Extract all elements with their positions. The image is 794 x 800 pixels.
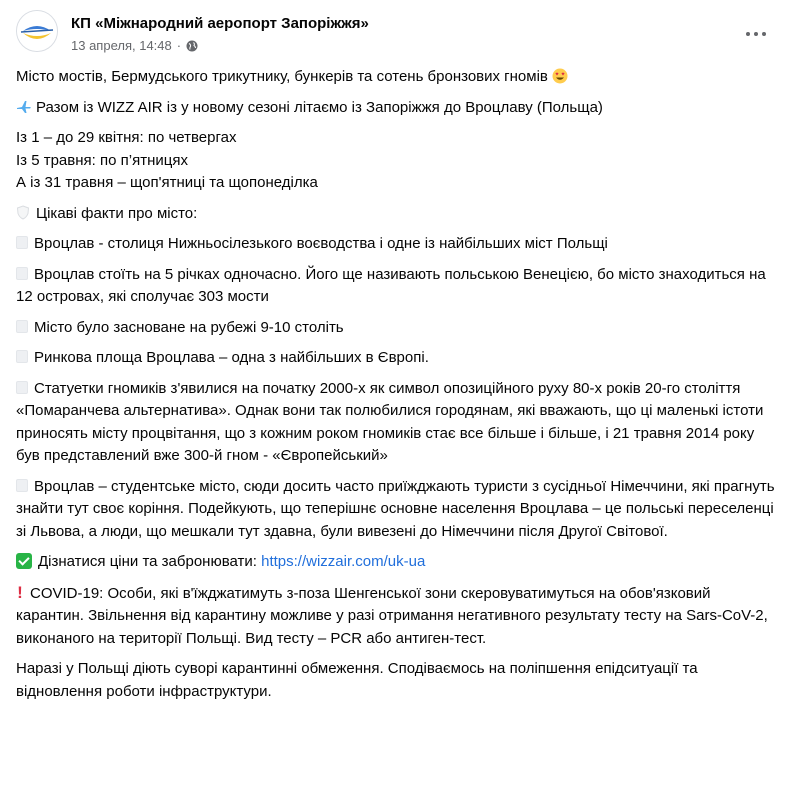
fact-text: Вроцлав – студентське місто, сюди досить часто приїжджають туристи з сусідньої Німеччини, які прагнуть знайти тут своє коріння. Подейкують, що теперішнє основне населення Вроцлава – це польські переселенці зі Львова, а люди, що мешкали тут здавна, були вивезені до Німеччини після Другої Світової. xyxy=(16,477,775,540)
fact-item xyxy=(16,264,778,309)
separator: · xyxy=(176,38,182,53)
post-header xyxy=(16,10,778,58)
closing-paragraph: Наразі у Польщі діють суворі карантинні обмеження. Сподіваємось на поліпшення епідситуації та відновлення роботи інфраструктури. xyxy=(16,660,698,700)
heart-eyes-emoji xyxy=(552,68,568,84)
fact-text: Статуетки гномиків з'явилися на початку 2000-х як символ опозиційного руху 80-х років 20-го століття «Помаранчева альтернатива». Однак вони так полюбилися городянам, які вважають, що ці маленькі істоти приносять місту процвітання, що з кожним роком гномиків стає все більше і більше, і 21 травня 2014 року був представлений вже 300-й гном - «Європейський» xyxy=(16,379,764,464)
more-options-button[interactable] xyxy=(738,16,774,52)
facts-title: Цікаві факти про місто: xyxy=(36,204,198,222)
bullet-square-icon xyxy=(16,267,28,280)
intro-paragraph xyxy=(16,66,778,89)
announcement-text: Разом із WIZZ AIR із у новому сезоні літаємо із Запоріжжя до Вроцлаву (Польща) xyxy=(36,98,603,116)
bullet-square-icon xyxy=(16,479,28,492)
post-meta xyxy=(71,38,198,53)
fact-item xyxy=(16,317,778,340)
fact-text: Ринкова площа Вроцлава – одна з найбільших в Європі. xyxy=(34,349,429,366)
bullet-square-icon xyxy=(16,350,28,363)
booking-link[interactable]: https://wizzair.com/uk-ua xyxy=(261,553,426,570)
globe-icon[interactable] xyxy=(186,40,198,52)
covid-paragraph xyxy=(16,582,778,651)
post-body xyxy=(16,66,778,711)
schedule-line-3: А із 31 травня – щоп'ятниці та щопонеділка xyxy=(16,174,318,191)
white-shield-icon xyxy=(16,205,30,220)
fact-text: Місто було засноване на рубежі 9-10 століть xyxy=(34,318,344,336)
fact-text: Вроцлав стоїть на 5 річках одночасно. Його ще називають польською Венецією, бо місто знаходиться на 12 островах, які сполучає 303 мости xyxy=(16,265,766,305)
more-options-icon xyxy=(746,32,750,36)
bullet-square-icon xyxy=(16,320,28,333)
page-name[interactable]: КП «Міжнародний аеропорт Запоріжжя» xyxy=(71,15,369,32)
booking-label: Дізнатися ціни та забронювати: xyxy=(38,553,257,570)
bullet-square-icon xyxy=(16,236,28,249)
intro-text: Місто мостів, Бермудського трикутнику, бункерів та сотень бронзових гномів xyxy=(16,68,548,85)
fact-item xyxy=(16,378,778,468)
fact-item xyxy=(16,233,778,256)
schedule-line-1: Із 1 – до 29 квітня: по четвергах xyxy=(16,129,237,146)
airplane-emoji xyxy=(16,99,32,115)
covid-text: COVID-19: Особи, які в'їжджатимуть з-поза Шенгенської зони скеровуватимуться на обов'язковий карантин. Звільнення від карантину можливе у разі отримання негативного результату тесту на Sars-CoV-2, виконаного на території Польщі. Вид тесту – PCR або антиген-тест. xyxy=(16,584,768,647)
announcement-paragraph xyxy=(16,97,778,120)
red-exclamation-emoji: ! xyxy=(17,582,23,602)
fact-item xyxy=(16,476,778,544)
airport-logo xyxy=(17,11,57,51)
bullet-square-icon xyxy=(16,381,28,394)
avatar[interactable] xyxy=(16,10,58,52)
facts-title-paragraph xyxy=(16,203,778,226)
booking-paragraph xyxy=(16,551,778,574)
fact-item xyxy=(16,347,778,370)
fact-text: Вроцлав - столиця Нижньосілезького воєводства і одне із найбільших міст Польщі xyxy=(34,235,608,252)
check-mark-button-emoji xyxy=(16,553,32,569)
schedule-line-2: Із 5 травня: по п’ятницях xyxy=(16,151,188,169)
post-date[interactable]: 13 апреля, 14:48 xyxy=(71,38,172,53)
